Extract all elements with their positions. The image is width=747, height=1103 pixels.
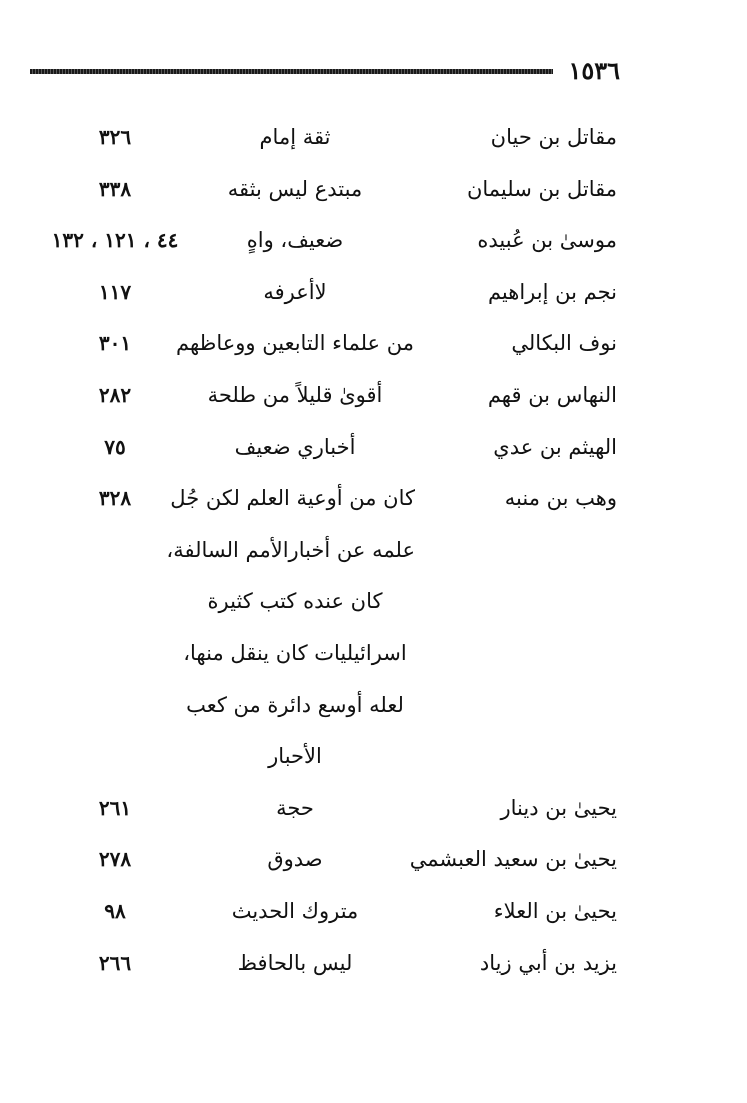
page-refs: ٢٧٨: [98, 847, 132, 872]
page-number: ١٥٣٦: [568, 56, 620, 85]
table-row: [0, 938, 747, 990]
narrator-name: مقاتل بن حيان: [490, 125, 617, 149]
narrator-grade: صدوق: [267, 847, 323, 872]
narrator-grade: لعله أوسع دائرة من كعب: [186, 692, 404, 717]
page-refs: ٣٢٨: [98, 486, 132, 511]
narrator-name: يحيىٰ بن سعيد العبشمي: [409, 847, 617, 872]
table-row: [0, 267, 747, 319]
table-row: [0, 783, 747, 835]
header-rule: [30, 69, 553, 74]
table-row: [0, 576, 747, 628]
narrator-name: يزيد بن أبي زياد: [479, 950, 617, 975]
page-refs: ٣٠١: [98, 331, 132, 356]
page-refs: ٢٦٦: [98, 950, 132, 975]
narrator-grade: علمه عن أخبارالأمم السالفة،: [166, 537, 415, 562]
table-row: [0, 422, 747, 474]
narrator-name: يحيىٰ بن دينار: [500, 795, 617, 820]
table-row: [0, 164, 747, 216]
page-refs: ٢٨٢: [98, 382, 132, 407]
narrator-grade: أخباري ضعيف: [234, 434, 356, 459]
table-row: [0, 834, 747, 886]
table-row: [0, 112, 747, 164]
table-row: [0, 215, 747, 267]
narrator-name: النهاس بن قهم: [487, 382, 617, 407]
page-refs: ٤٤ ، ١٢١ ، ١٣٢: [51, 228, 179, 253]
narrator-grade: اسرائيليات كان ينقل منها،: [183, 640, 407, 665]
page-refs: ٣٣٨: [98, 176, 132, 201]
table-row: [0, 473, 747, 525]
narrator-name: نجم بن إبراهيم: [487, 279, 617, 304]
narrator-grade: أقوىٰ قليلاً من طلحة: [207, 382, 383, 407]
page-refs: ٣٢٦: [98, 125, 132, 149]
table-row: [0, 318, 747, 370]
narrator-grade: الأحبار: [268, 744, 322, 769]
narrator-grade: حجة: [276, 795, 314, 820]
page-header: [30, 58, 720, 84]
page-refs: ٢٦١: [98, 795, 132, 820]
narrator-name: مقاتل بن سليمان: [466, 176, 617, 201]
narrator-table: [0, 112, 747, 989]
page-refs: ٩٨: [104, 898, 126, 923]
narrator-grade: ليس بالحافظ: [237, 950, 353, 975]
page-refs: ٧٥: [104, 434, 126, 459]
narrator-name: موسىٰ بن عُبيده: [477, 228, 617, 253]
narrator-name: وهب بن منبه: [504, 486, 617, 511]
table-row: [0, 525, 747, 577]
table-row: [0, 886, 747, 938]
narrator-grade: كان عنده كتب كثيرة: [207, 589, 383, 614]
table-row: [0, 628, 747, 680]
table-row: [0, 370, 747, 422]
page-refs: ١١٧: [98, 279, 132, 304]
narrator-grade: من علماء التابعين ووعاظهم: [175, 331, 414, 356]
table-row: [0, 680, 747, 732]
narrator-name: الهيثم بن عدي: [493, 434, 617, 459]
narrator-name: نوف البكالي: [511, 331, 617, 356]
narrator-name: يحيىٰ بن العلاء: [493, 898, 617, 923]
narrator-grade: ثقة إمام: [259, 125, 331, 149]
narrator-grade: ضعيف، واهٍ: [246, 228, 344, 253]
narrator-grade: كان من أوعية العلم لكن جُل: [170, 486, 415, 511]
narrator-grade: مبتدع ليس بثقه: [227, 176, 363, 201]
narrator-grade: لاأعرفه: [263, 279, 327, 304]
narrator-grade: متروك الحديث: [231, 898, 359, 923]
table-row: [0, 731, 747, 783]
